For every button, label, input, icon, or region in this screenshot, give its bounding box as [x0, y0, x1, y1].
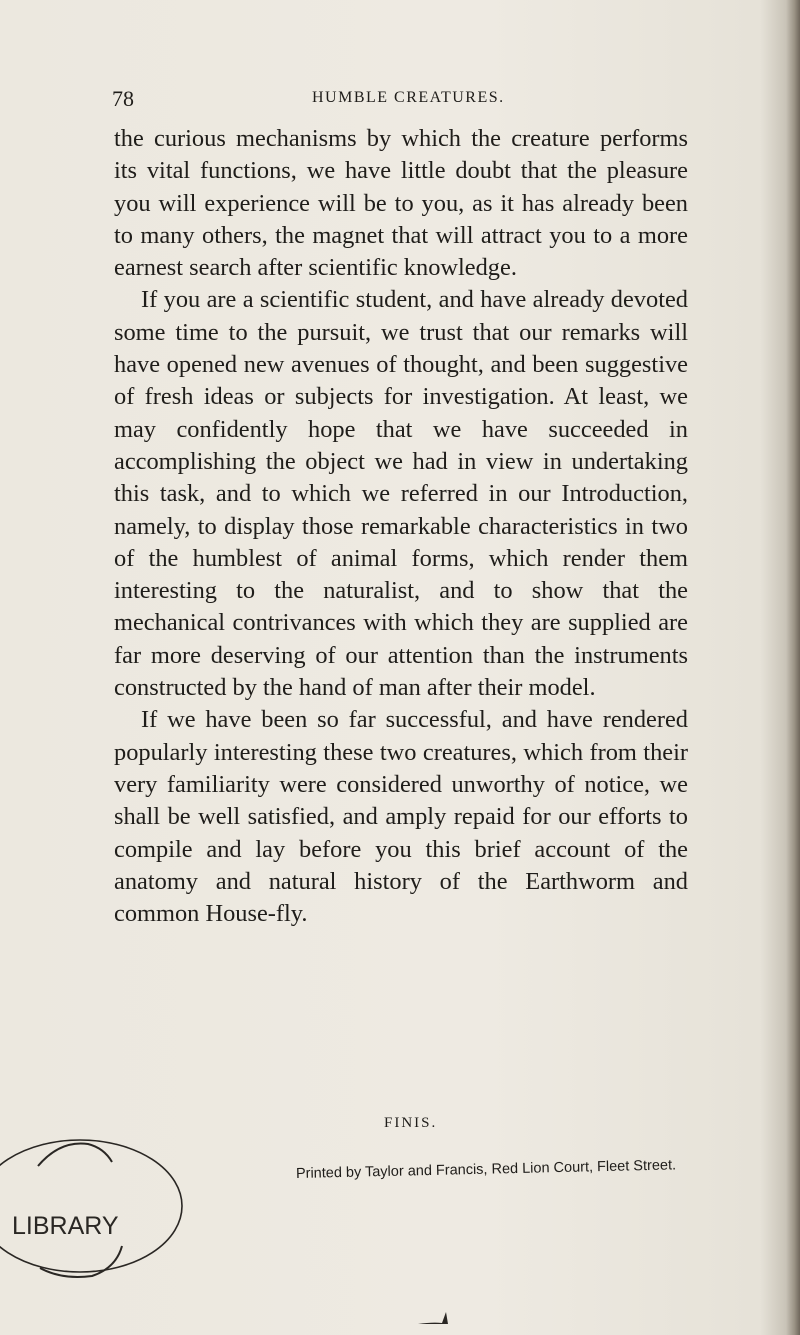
paragraph: If you are a scientific student, and have already devoted some time to the pursuit, we trust that our remarks will have opened new avenues of thought, and been suggestive of fresh ideas or subjects for investigation. At least, we may confidently hope that we have succeeded in accomplishing the object we had in view in undertaking this task, and to which we referred in our Introduction, namely, to display those remarkable characteristics in two of the humblest of animal forms, which render them interesting to the naturalist, and to show that the mechanical contrivances with which they are supplied are far more deserving of our attention than the instruments constructed by the hand of man after their model. — [114, 286, 688, 702]
paragraph: the curious mechanisms by which the creature performs its vital functions, we have little doubt that the pleasure you will experience will be to you, as it has already been to many others, the magnet that will attract you to a more earnest search after scientific knowledge. — [114, 125, 688, 282]
page-number: 78 — [112, 86, 134, 111]
ink-mark — [416, 1308, 456, 1328]
page-edge-shadow — [786, 0, 800, 1335]
library-stamp — [0, 1118, 200, 1278]
stamp-library-text: LIBRARY — [12, 1212, 119, 1240]
stamp-arc-top — [38, 1143, 112, 1166]
running-head: HUMBLE CREATURES. — [312, 89, 505, 106]
page-header — [112, 86, 692, 116]
stamp-outer-ring — [0, 1140, 182, 1272]
printer-imprint: Printed by Taylor and Francis, Red Lion Court, Fleet Street. — [295, 1157, 677, 1182]
body-text — [114, 123, 688, 930]
paragraph: If we have been so far successful, and have rendered popularly interesting these two creatures, which from their very familiarity were considered unworthy of notice, we shall be well satisfied, and amply repaid for our efforts to compile and lay before you this brief account of the anatomy and natural history of the Earthworm and common House-fly. — [114, 706, 688, 928]
finis-label: FINIS. — [384, 1115, 438, 1131]
